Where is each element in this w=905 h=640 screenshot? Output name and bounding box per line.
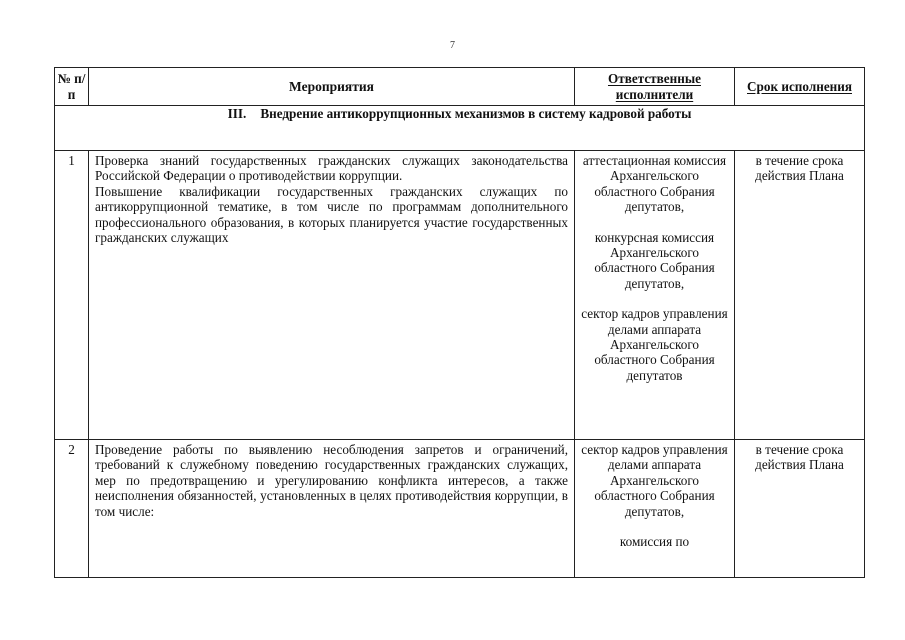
table-header-row bbox=[55, 68, 865, 106]
row-number: 2 bbox=[55, 440, 89, 578]
section-row bbox=[55, 106, 865, 151]
measure-text: Повышение квалификации государственных гражданских служащих по антикоррупционной тематике, в том числе по программам дополнительного профессионального образования, в которых планируется участие государственных гражданских служащих bbox=[95, 183, 568, 246]
measure-text: Проверка знаний государственных гражданских служащих законодательства Российской Федерации о противодействии коррупции. bbox=[95, 153, 568, 184]
section-number: III. bbox=[227, 106, 247, 121]
responsible-text: комиссия по bbox=[619, 534, 690, 550]
row-measures bbox=[89, 151, 575, 440]
row-term: в течение срока действия Плана bbox=[735, 151, 865, 440]
row-term: в течение срока действия Плана bbox=[735, 440, 865, 578]
page-number: 7 bbox=[450, 40, 455, 51]
plan-table bbox=[54, 67, 865, 578]
responsible-text: сектор кадров управления делами аппарата Архангельского областного Собрания депутатов bbox=[581, 306, 728, 383]
header-num: № п/п bbox=[55, 68, 89, 106]
responsible-text: сектор кадров управления делами аппарата Архангельского областного Собрания депутатов, bbox=[581, 442, 728, 519]
responsible-text: аттестационная комиссия Архангельского областного Собрания депутатов, bbox=[582, 153, 727, 215]
header-responsible: Ответственные исполнители bbox=[575, 68, 735, 106]
section-heading bbox=[55, 106, 865, 151]
section-title: Внедрение антикоррупционных механизмов в систему кадровой работы bbox=[260, 106, 692, 121]
row-responsible bbox=[575, 440, 735, 578]
table-row bbox=[55, 151, 865, 440]
row-number: 1 bbox=[55, 151, 89, 440]
row-measures bbox=[89, 440, 575, 578]
measure-text: Проведение работы по выявлению несоблюдения запретов и ограничений, требований к служебному поведению государственных гражданских служащих, мер по предотвращению и урегулированию конфликта интересов, а также неисполнения обязанностей, установленных в целях противодействия коррупции, в том числе: bbox=[95, 442, 568, 519]
header-term: Срок исполнения bbox=[735, 68, 865, 106]
row-responsible bbox=[575, 151, 735, 440]
table-row bbox=[55, 440, 865, 578]
responsible-text: конкурсная комиссия Архангельского областного Собрания депутатов, bbox=[594, 229, 715, 291]
header-measures: Мероприятия bbox=[89, 68, 575, 106]
